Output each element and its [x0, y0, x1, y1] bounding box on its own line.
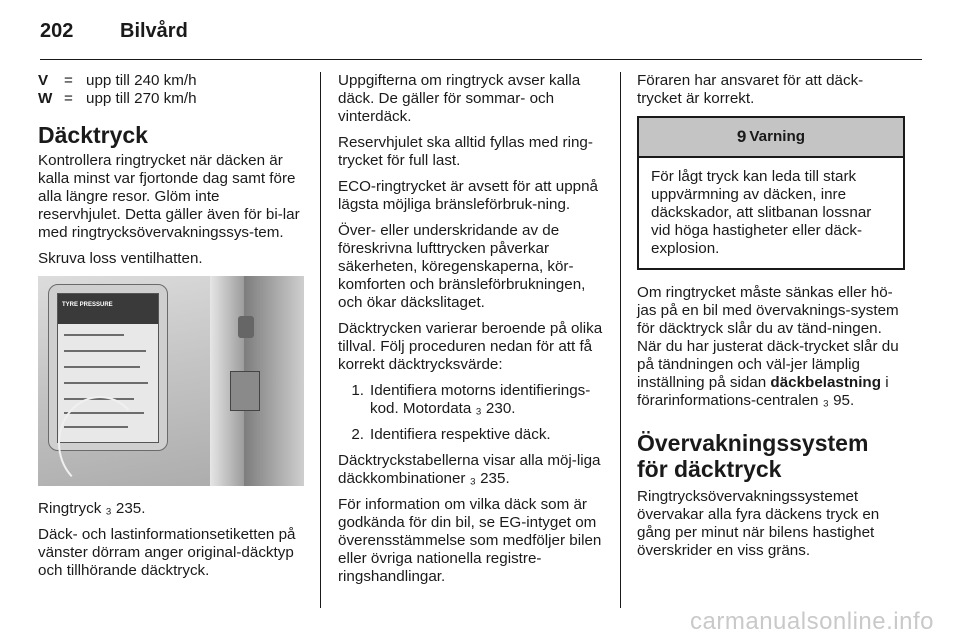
watermark: carmanualsonline.info: [690, 608, 934, 635]
bold-term: däckbelastning: [770, 374, 881, 391]
column-2: [338, 72, 604, 594]
page-number: 202: [40, 20, 74, 42]
column-divider-2: [620, 72, 621, 608]
speed-equals: =: [64, 72, 73, 89]
section-title: Bilvård: [120, 20, 188, 42]
warning-body: För lågt tryck kan leda till stark uppvärmning av däcken, inre däckskador, att slitbanan lossnar vid höga hastigheter eller däck-explosion.: [651, 168, 872, 257]
paragraph-text: i förarinformations-centralen ₃ 95.: [637, 374, 889, 409]
paragraph-text: Om ringtrycket måste sänkas eller hö-jas på en bil med övervaknings-system för däcktryck slår du av tänd-ningen. När du har justerat däck-trycket slår du på tändningen och väl-jer lämplig inställning på sidan: [637, 284, 899, 391]
paragraph: Däcktrycken varierar beroende på olika tillval. Följ proceduren nedan för att få korrekt däcktrycksvärde:: [338, 320, 603, 373]
list-number: 1.: [351, 382, 364, 399]
speed-key: V: [38, 72, 49, 89]
paragraph: För information om vilka däck som är godkända för din bil, se EG-intyget om överensstämmelse som medföljer bilen eller övriga nationella registre-ringshandlingar.: [338, 496, 602, 585]
list-item: [338, 382, 604, 418]
tyre-label-caption: TYRE PRESSURE: [62, 302, 113, 308]
warning-box: [637, 116, 905, 270]
door-label-photo: [38, 276, 304, 486]
speed-row-v: [38, 72, 304, 90]
paragraph: [637, 284, 905, 410]
paragraph: Däcktryckstabellerna visar alla möj-liga däckkombinationer ₃ 235.: [338, 452, 601, 487]
paragraph: Föraren har ansvaret för att däck-trycket är korrekt.: [637, 72, 864, 107]
column-3: [637, 72, 905, 568]
list-item: [338, 426, 604, 444]
paragraph: Reservhjulet ska alltid fyllas med ring-trycket för full last.: [338, 134, 593, 169]
column-1: [38, 72, 304, 588]
speed-key: W: [38, 90, 53, 107]
paragraph: Över- eller underskridande av de föreskrivna lufttrycken påverkar säkerheten, köregenskaperna, kör-komforten och bränsleförbrukningen, och ökar däckslitaget.: [338, 222, 586, 311]
paragraph: Ringtrycksövervakningssystemet övervakar alla fyra däckens tryck en gång per minut när bilens hastighet överskrider en viss gräns.: [637, 488, 880, 559]
list-number: 2.: [351, 426, 364, 443]
speed-equals: =: [64, 90, 73, 107]
paragraph: Uppgifterna om ringtryck avser kalla däck. De gäller för sommar- och vinterdäck.: [338, 72, 581, 125]
warning-header: [639, 118, 903, 158]
paragraph: Ringtryck ₃ 235.: [38, 500, 146, 517]
paragraph: Däck- och lastinformationsetiketten på vänster dörram anger original-däcktyp och tillhörande däcktryck.: [38, 526, 296, 579]
heading-dacktryck: Däcktryck: [38, 122, 148, 148]
speed-value: upp till 240 km/h: [86, 72, 197, 89]
paragraph: Skruva loss ventilhatten.: [38, 250, 203, 267]
door-label-sticker: [230, 371, 260, 411]
column-divider-1: [320, 72, 321, 608]
paragraph: Kontrollera ringtrycket när däcken är kalla minst var fjortonde dag samt före alla längre resor. Glöm inte reservhjulet. Detta gäller även för bi-lar med ringtrycksövervakningssys-tem.: [38, 152, 300, 241]
speed-value: upp till 270 km/h: [86, 90, 197, 107]
warning-title: Varning: [749, 128, 806, 145]
list-text: Identifiera respektive däck.: [370, 426, 551, 443]
door-latch: [238, 316, 254, 338]
header-divider: [40, 59, 922, 60]
heading-overvakningssystem: Övervakningssystem för däcktryck: [637, 430, 869, 482]
list-text: Identifiera motorns identifierings-kod. Motordata ₃ 230.: [370, 382, 591, 417]
speed-row-w: [38, 90, 304, 108]
warning-icon: 9: [736, 127, 747, 146]
paragraph: ECO-ringtrycket är avsett för att uppnå lägsta möjliga bränsleförbruk-ning.: [338, 178, 598, 213]
page-header: [40, 18, 920, 58]
